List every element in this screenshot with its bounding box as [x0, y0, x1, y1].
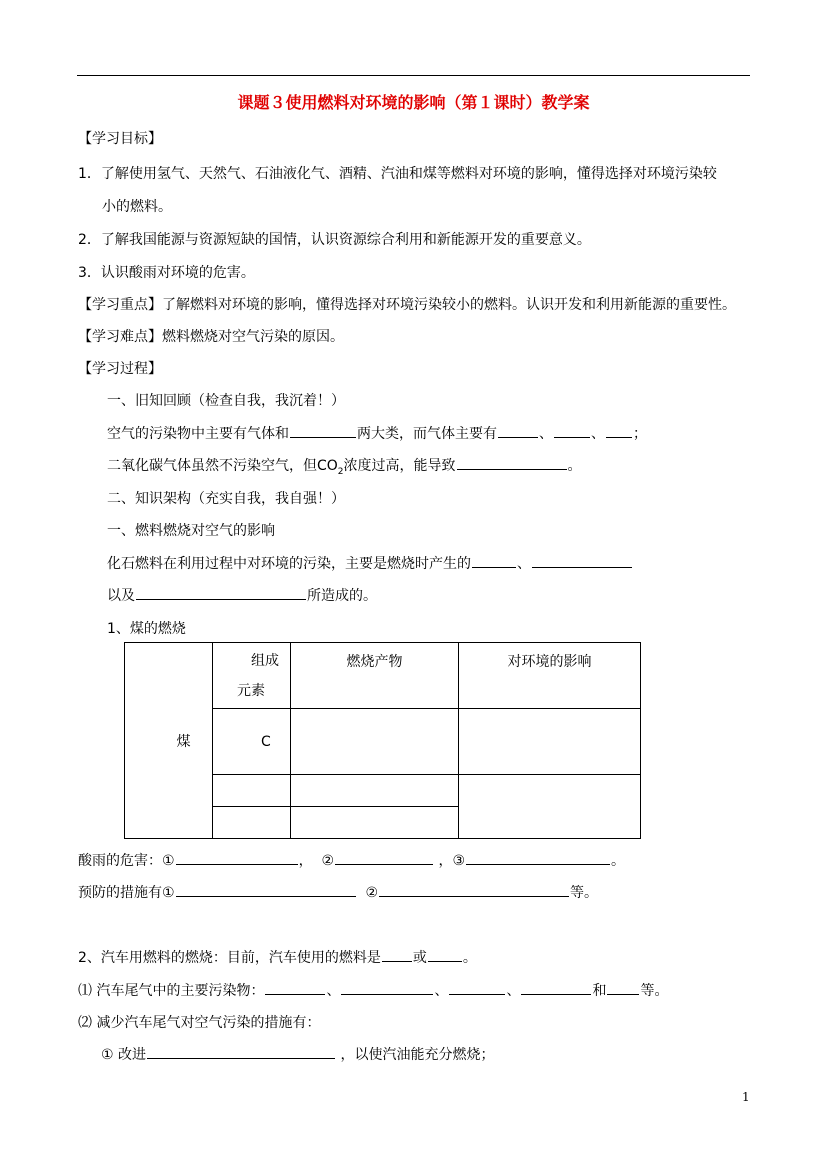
car-title-text: 2、汽车用燃料的燃烧：目前，汽车使用的燃料是 [78, 950, 381, 966]
prevent-label: 预防的措施有① [78, 885, 175, 901]
answer-blank[interactable] [521, 980, 591, 995]
m1-text-b: ，以使汽油能充分燃烧； [340, 1047, 495, 1063]
q1-label: ⑴ [78, 983, 92, 999]
product-cell[interactable] [291, 807, 459, 839]
subscript-2: 2 [337, 466, 344, 477]
answer-blank[interactable] [176, 882, 356, 897]
prevent-circle-2: ② [365, 885, 379, 901]
fossil-text-c: 所造成的。 [307, 588, 377, 604]
harm-label: 酸雨的危害：① [78, 853, 175, 869]
difficulty-text: 燃料燃烧对空气污染的原因。 [162, 329, 344, 345]
m1-label: ① [101, 1047, 114, 1063]
element-c: C [213, 709, 291, 775]
element-cell[interactable] [213, 775, 291, 807]
q1-and: 和 [592, 983, 607, 999]
answer-blank[interactable] [136, 585, 306, 600]
page-title: 课题３使用燃料对环境的影响（第１课时）教学案 [237, 93, 590, 112]
answer-blank[interactable] [607, 980, 639, 995]
framework-title: 二、知识架构（充实自我，我自强！） [107, 491, 345, 507]
q2-label: ⑵ [78, 1015, 92, 1031]
coal-combustion-table [124, 642, 641, 839]
answer-blank[interactable] [532, 553, 632, 568]
prevent-end: 等。 [570, 885, 599, 901]
coal-row-label: 煤 [125, 643, 213, 839]
acid-rain-prevention [78, 882, 598, 902]
harm-circle-2: ② [321, 853, 335, 869]
objective-3: 3．认识酸雨对环境的危害。 [78, 265, 255, 281]
answer-blank[interactable] [335, 850, 433, 865]
difficulty-label: 【学习难点】 [78, 329, 162, 345]
m1-text-a: 改进 [118, 1047, 147, 1063]
fossil-text-a: 化石燃料在利用过程中对环境的污染，主要是燃烧时产生的 [107, 556, 471, 572]
fossil-text-b: 以及 [107, 588, 135, 604]
answer-blank[interactable] [379, 882, 569, 897]
q1-text: 汽车尾气中的主要污染物： [96, 983, 265, 999]
answer-blank[interactable] [147, 1044, 335, 1059]
answer-blank[interactable] [498, 423, 538, 438]
page-number: 1 [742, 1090, 750, 1104]
effect-cell[interactable] [459, 709, 641, 775]
answer-blank[interactable] [554, 423, 590, 438]
q2-text: 减少汽车尾气对空气污染的措施有： [96, 1015, 321, 1031]
answer-blank[interactable] [290, 423, 356, 438]
objective-2: 2．了解我国能源与资源短缺的国情，认识资源综合利用和新能源开发的重要意义。 [78, 232, 591, 248]
key-points-label: 【学习重点】 [78, 297, 162, 313]
key-points [78, 294, 736, 314]
car-question-2 [78, 1012, 320, 1032]
car-title-or: 或 [412, 950, 427, 966]
harm-circle-3: ③ [452, 853, 466, 869]
header-product: 燃烧产物 [291, 643, 459, 709]
car-measure-1 [101, 1044, 494, 1064]
review-q2-text-b: 浓度过高，能导致 [343, 458, 456, 474]
coal-title: 1、煤的燃烧 [107, 621, 186, 637]
key-points-text: 了解燃料对环境的影响，懂得选择对环境污染较小的燃料。认识开发和利用新能源的重要性。 [162, 297, 736, 313]
header-element-line1: 组成 [251, 653, 279, 669]
acid-rain-harm: 酸雨的危害：① ， ② ，③ 。 [78, 850, 625, 870]
car-question-1: ⑴ 汽车尾气中的主要污染物： 、 、 、 和 等。 [78, 980, 668, 1000]
product-cell[interactable] [291, 709, 459, 775]
header-element-line2: 元素 [237, 683, 265, 699]
objective-1: 1．了解使用氢气、天然气、石油液化气、酒精、汽油和煤等燃料对环境的影响，懂得选择对环境污染较 [78, 166, 717, 182]
product-cell[interactable] [291, 775, 459, 807]
car-fuel-title: 2、汽车用燃料的燃烧：目前，汽车使用的燃料是 或 。 [78, 947, 477, 967]
fossil-fuel-question-cont [107, 585, 377, 605]
answer-blank[interactable] [382, 947, 412, 962]
answer-blank[interactable] [457, 455, 567, 470]
answer-blank[interactable] [176, 850, 298, 865]
answer-blank[interactable] [265, 980, 325, 995]
header-rule [77, 75, 750, 76]
objectives-heading: 【学习目标】 [78, 131, 162, 147]
objective-1-cont: 小的燃料。 [102, 199, 172, 215]
answer-blank[interactable] [449, 980, 505, 995]
element-cell[interactable] [213, 807, 291, 839]
header-effect: 对环境的影响 [459, 643, 641, 709]
answer-blank[interactable] [428, 947, 462, 962]
answer-blank[interactable] [606, 423, 632, 438]
fossil-fuel-question: 化石燃料在利用过程中对环境的污染，主要是燃烧时产生的 、 [107, 553, 633, 573]
review-title: 一、旧知回顾（检查自我，我沉着！） [107, 393, 345, 409]
answer-blank[interactable] [472, 553, 516, 568]
difficulty [78, 326, 344, 346]
header-element [213, 643, 291, 709]
review-q2-text-a: 二氧化碳气体虽然不污染空气，但CO [107, 458, 338, 474]
answer-blank[interactable] [466, 850, 610, 865]
process-heading: 【学习过程】 [78, 361, 162, 377]
review-question-1: 空气的污染物中主要有气体和 两大类，而气体主要有 、 、 ； [107, 423, 647, 443]
section-1-title: 一、燃料燃烧对空气的影响 [107, 523, 275, 539]
effect-cell[interactable] [459, 775, 641, 839]
review-q1-text-b: 两大类，而气体主要有 [357, 426, 497, 442]
review-question-2: 二氧化碳气体虽然不污染空气，但$CO_2$浓度过高，能导致 。 [107, 455, 582, 477]
answer-blank[interactable] [341, 980, 433, 995]
q1-end: 等。 [640, 983, 669, 999]
review-q1-text-a: 空气的污染物中主要有气体和 [107, 426, 289, 442]
